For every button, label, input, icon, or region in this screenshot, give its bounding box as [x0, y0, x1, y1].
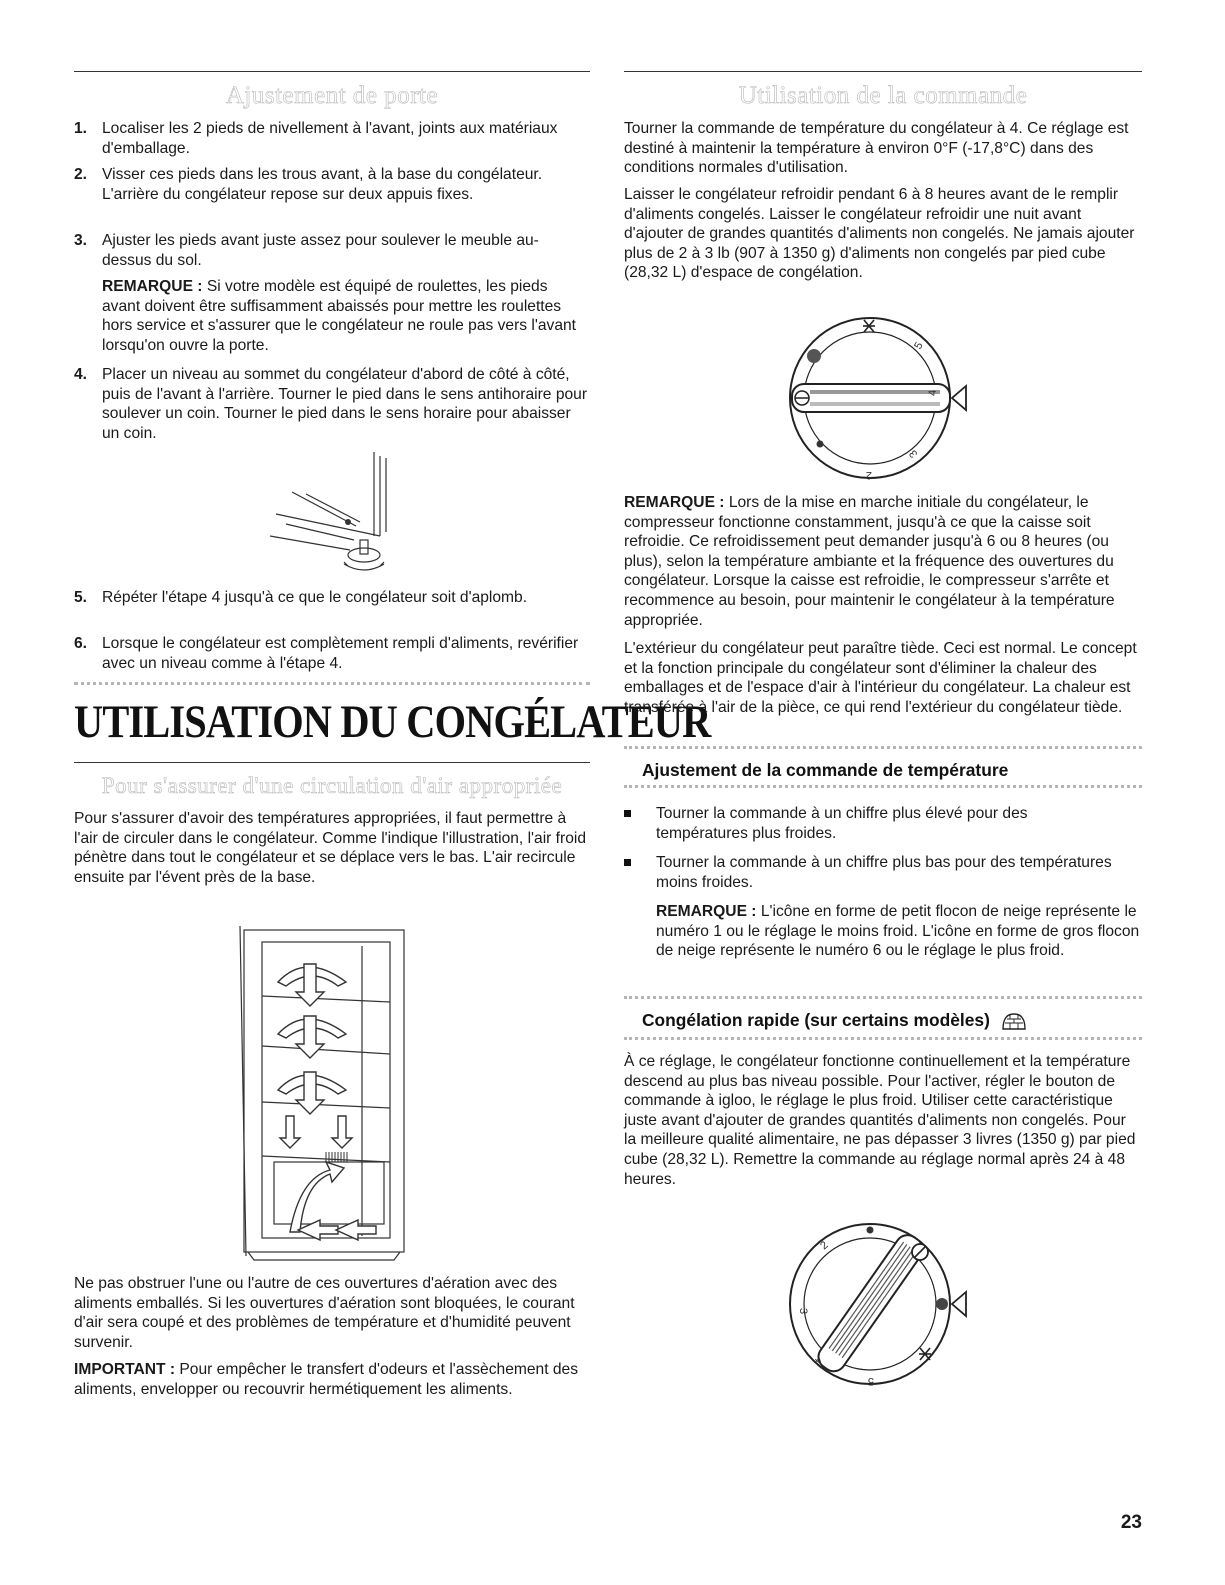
important-text: Pour empêcher le transfert d'odeurs et l'assèchement des aliments, envelopper ou recouvrir hermétiquement les aliments.	[74, 1361, 579, 1398]
top-rule-left	[74, 71, 590, 72]
dotted-divider	[624, 785, 1142, 788]
step-text: Visser ces pieds dans les trous avant, à la base du congélateur. L'arrière du congélateur repose sur deux appuis fixes.	[102, 166, 543, 203]
step-number: 2.	[74, 166, 88, 183]
title-rule	[74, 762, 590, 763]
fast-freeze-paragraph: À ce réglage, le congélateur fonctionne continuellement et la température descend au plus bas niveau possible. Pour l'activer, régler le bouton de commande à igloo, le réglage le plus froid. Utiliser cette caractéristique juste avant d'ajouter de grandes quantités d'aliments non congelés. Pour la meilleure qualité alimentaire, ne pas dépasser 3 livres (1350 g) par pied cube (28,32 L). Remettre la commande au réglage normal après 24 à 48 heures.	[624, 1053, 1136, 1188]
dial-number: 3	[797, 1308, 809, 1315]
step-text: Ajuster les pieds avant juste assez pour soulever le meuble au-dessus du sol.	[102, 232, 539, 269]
note-text: L'icône en forme de petit flocon de neige représente le numéro 1 ou le réglage le moins froid. L'icône en forme de gros flocon de neige représente le numéro 6 ou le réglage le plus froid.	[656, 903, 1140, 960]
step-text: Localiser les 2 pieds de nivellement à l'avant, joints aux matériaux d'emballage.	[102, 120, 558, 157]
top-rule-right	[624, 71, 1142, 72]
dial-number: 5	[912, 340, 926, 352]
fast-freeze-heading-text: Congélation rapide (sur certains modèles)	[642, 1010, 990, 1030]
bullet-text: Tourner la commande à un chiffre plus bas pour des températures moins froides.	[656, 854, 1112, 891]
step-number: 1.	[74, 120, 88, 137]
control-paragraph-2: Laisser le congélateur refroidir pendant 6 à 8 heures avant de le remplir d'aliments congelés. Laisser le congélateur refroidir une nuit avant d'ajouter de grandes quantités d'aliments non congelés. Ne jamais ajouter plus de 2 à 3 lb (907 à 1350 g) d'aliments non congelés par pied cube (28,32 L) d'espace de congélation.	[624, 186, 1135, 282]
step-number: 3.	[74, 232, 88, 249]
step-text: Répéter l'étape 4 jusqu'à ce que le congélateur soit d'aplomb.	[102, 589, 528, 606]
section-heading-air: Pour s'assurer d'une circulation d'air appropriée	[101, 773, 563, 798]
control-paragraph-1: Tourner la commande de température du congélateur à 4. Ce réglage est destiné à maintenir la température à environ 0°F (-17,8°C) dans des conditions normales d'utilisation.	[624, 120, 1129, 177]
bullet-text: Tourner la commande à un chiffre plus élevé pour des températures plus froides.	[656, 805, 1028, 842]
note-text: Lors de la mise en marche initiale du congélateur, le compresseur fonctionne constamment, jusqu'à ce que la caisse soit refroidie. Ce refroidissement peut demander jusqu'à 6 ou 8 heures (ou plus), selon la température ambiante et la fréquence des ouvertures du congélateur. Lorsque la caisse est refroidie, le compresseur s'arrête et recommence au besoin, pour maintenir le congélateur à la température appropriée.	[624, 494, 1115, 629]
vent-paragraph: Ne pas obstruer l'une ou l'autre de ces ouvertures d'aération avec des aliments emballés. Si les ouvertures d'aération sont bloquées, le courant d'air sera coupé et des problèmes de température et d'humidité peuvent survenir.	[74, 1275, 575, 1351]
igloo-icon	[1001, 1011, 1027, 1031]
step-6	[74, 634, 590, 674]
freezer-airflow-illustration	[238, 926, 408, 1264]
bullet-item	[624, 804, 1142, 844]
dotted-divider	[74, 682, 590, 685]
air-paragraph: Pour s'assurer d'avoir des températures appropriées, il faut permettre à l'air de circuler dans le congélateur. Comme l'indique l'illustration, l'air froid pénètre dans tout le congélateur et se déplace vers le bas. L'air recircule ensuite par l'évent près de la base.	[74, 810, 587, 886]
compressor-note	[624, 493, 1142, 630]
important-label: IMPORTANT :	[74, 1361, 176, 1378]
dotted-divider	[624, 746, 1142, 749]
dial-number: 4	[811, 1354, 825, 1367]
note-label: REMARQUE :	[624, 494, 725, 511]
leveling-leg-illustration	[256, 452, 396, 582]
step-5	[74, 588, 590, 628]
note-label: REMARQUE :	[102, 278, 203, 295]
step-4	[74, 365, 590, 445]
bullet-square	[624, 810, 631, 817]
snowflake-note	[656, 902, 1140, 961]
section-heading-control: Utilisation de la commande	[738, 82, 1028, 109]
step-text: Lorsque le congélateur est complètement rempli d'aliments, revérifier avec un niveau comme à l'étape 4.	[102, 635, 579, 672]
dial-number: 4	[927, 389, 939, 396]
dial-number: 5	[867, 1375, 874, 1387]
dial-number: 3	[907, 447, 921, 460]
bullet-item	[624, 853, 1142, 893]
note-caster	[102, 277, 582, 355]
note-text: Si votre modèle est équipé de roulettes, les pieds avant doivent être suffisamment abaissés pour mettre les roulettes hors service et s'assurer que le congélateur ne roule pas vers l'avant lorsqu'on ouvre la porte.	[102, 278, 577, 354]
fast-freeze-heading	[642, 1011, 1027, 1031]
step-number: 4.	[74, 366, 88, 383]
note-label: REMARQUE :	[656, 903, 757, 920]
step-1	[74, 119, 590, 159]
step-number: 6.	[74, 635, 88, 652]
bullet-square	[624, 859, 631, 866]
step-text: Placer un niveau au sommet du congélateur d'abord de côté à côté, puis de l'avant à l'arrière. Tourner le pied dans le sens antihoraire pour soulever un coin. Tourner le pied dans le sens horaire pour abaisser un coin.	[102, 366, 588, 442]
section-heading-door: Ajustement de porte	[225, 82, 439, 109]
main-title: UTILISATION DU CONGÉLATEUR	[74, 696, 711, 748]
step-number: 5.	[74, 589, 88, 606]
step-3	[74, 231, 590, 271]
dial-number: 2	[818, 1239, 831, 1253]
important-note	[74, 1360, 590, 1399]
adjust-heading: Ajustement de la commande de température	[642, 760, 1009, 780]
exterior-paragraph: L'extérieur du congélateur peut paraître tiède. Ceci est normal. Le concept et la fonction principale du congélateur sont d'éliminer la chaleur des emballages et de l'espace d'air à l'intérieur du congélateur. La chaleur est transférée à l'air de la pièce, ce qui rend l'extérieur du congélateur tiède.	[624, 640, 1137, 716]
dotted-divider	[624, 996, 1142, 999]
page-number: 23	[1120, 1512, 1142, 1533]
dial-number: 2	[865, 469, 872, 481]
dotted-divider	[624, 1037, 1142, 1040]
fast-freeze-dial-illustration	[780, 1218, 980, 1388]
step-2	[74, 165, 590, 225]
temperature-dial-illustration	[780, 314, 980, 484]
